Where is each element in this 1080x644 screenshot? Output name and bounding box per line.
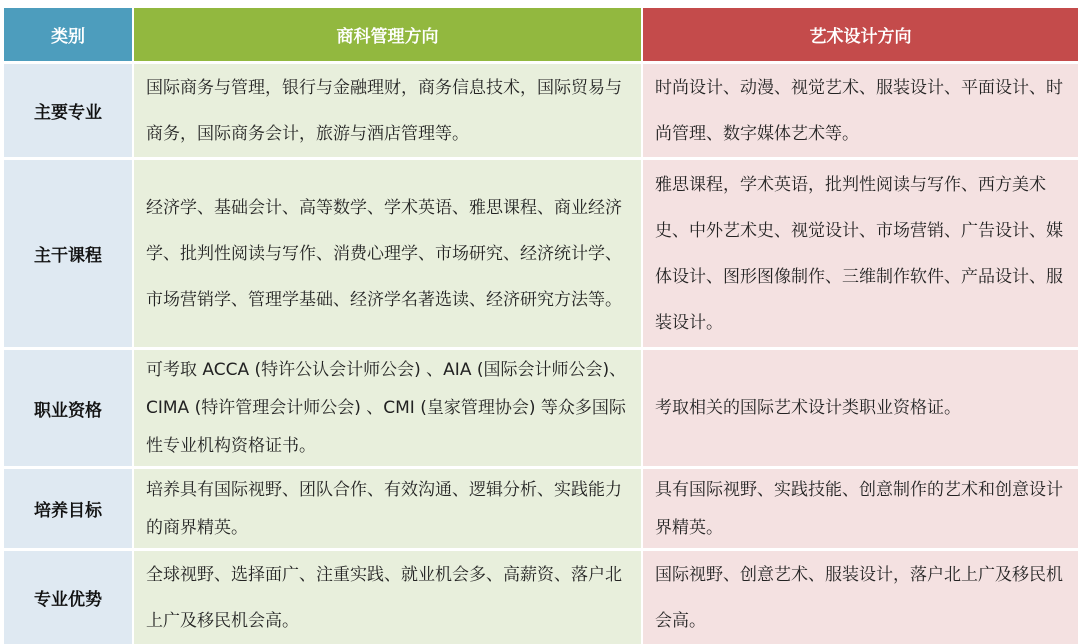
row-category-training-goals: 培养目标 [4,469,132,548]
row-category-qualifications: 职业资格 [4,350,132,466]
business-cell-qualifications [134,350,641,466]
art-cell-advantages [643,551,1078,644]
business-text-main-majors: 国际商务与管理，银行与金融理财，商务信息技术，国际贸易与商务，国际商务会计，旅游与酒店管理等。 [146,77,622,144]
business-cell-advantages [134,551,641,644]
business-text-advantages: 全球视野、选择面广、注重实践、就业机会多、高薪资、落户北上广及移民机会高。 [146,564,622,631]
art-text-core-courses: 雅思课程，学术英语，批判性阅读与写作、西方美术史、中外艺术史、视觉设计、市场营销、广告设计、媒体设计、图形图像制作、三维制作软件、产品设计、服装设计。 [655,174,1063,333]
row-category-advantages: 专业优势 [4,551,132,644]
row-category-main-majors: 主要专业 [4,64,132,157]
header-category: 类别 [4,8,132,61]
art-cell-training-goals [643,469,1078,548]
business-text-core-courses: 经济学、基础会计、高等数学、学术英语、雅思课程、商业经济学、批判性阅读与写作、消费心理学、市场研究、经济统计学、市场营销学、管理学基础、经济学名著选读、经济研究方法等。 [146,197,622,310]
business-cell-core-courses [134,160,641,347]
art-cell-qualifications [643,350,1078,466]
business-cell-main-majors [134,64,641,157]
row-category-core-courses: 主干课程 [4,160,132,347]
art-text-advantages: 国际视野、创意艺术、服装设计，落户北上广及移民机会高。 [655,564,1063,631]
header-art: 艺术设计方向 [643,8,1078,61]
art-text-training-goals: 具有国际视野、实践技能、创意制作的艺术和创意设计界精英。 [655,479,1063,538]
business-cell-training-goals [134,469,641,548]
art-cell-main-majors [643,64,1078,157]
art-cell-core-courses [643,160,1078,347]
comparison-table [4,8,1076,644]
header-business: 商科管理方向 [134,8,641,61]
art-text-main-majors: 时尚设计、动漫、视觉艺术、服装设计、平面设计、时尚管理、数字媒体艺术等。 [655,77,1063,144]
business-text-training-goals: 培养具有国际视野、团队合作、有效沟通、逻辑分析、实践能力的商界精英。 [146,479,622,538]
art-text-qualifications: 考取相关的国际艺术设计类职业资格证。 [655,398,961,418]
business-text-qualifications: 可考取 ACCA (特许公认会计师公会) 、AIA (国际会计师公会)、CIMA (特许管理会计师公会) 、CMI (皇家管理协会) 等众多国际性专业机构资格证书。 [146,360,627,456]
